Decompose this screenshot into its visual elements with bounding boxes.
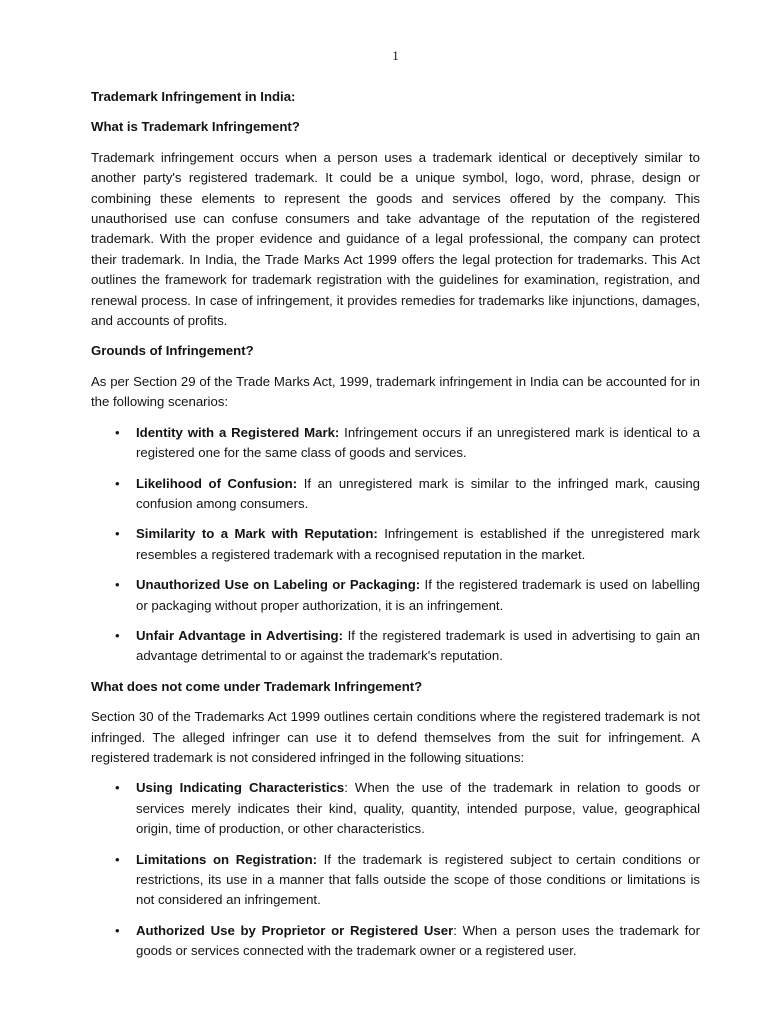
- exceptions-list: [91, 778, 700, 961]
- list-item: [91, 474, 700, 515]
- list-item: [91, 524, 700, 565]
- list-item-text: : When a person uses the trademark for goods or services connected with the trademark owner or a registered user.: [136, 922, 700, 959]
- list-item: [91, 423, 700, 464]
- list-item-term: Similarity to a Mark with Reputation:: [136, 526, 378, 542]
- page-number: 1: [392, 48, 399, 63]
- list-item-term: Using Indicating Characteristics: [136, 780, 345, 796]
- list-item-text: If the trademark is registered subject to certain conditions or restrictions, its use in a manner that falls outside the scope of those conditions or limitations is not considered an infringement.: [136, 851, 700, 908]
- section-heading-grounds: Grounds of Infringement?: [91, 343, 254, 359]
- bullet-icon: •: [115, 475, 120, 491]
- bullet-icon: •: [115, 922, 120, 938]
- section-heading-what-is-infringement: What is Trademark Infringement?: [91, 119, 300, 135]
- bullet-icon: •: [115, 577, 120, 593]
- list-item-text: Infringement is established if the unregistered mark resembles a registered trademark with a recognised reputation in the market.: [136, 526, 700, 562]
- bullet-icon: •: [115, 526, 120, 542]
- bullet-icon: •: [115, 424, 120, 440]
- section-heading-exceptions: What does not come under Trademark Infringement?: [91, 678, 423, 694]
- bullet-icon: •: [115, 780, 120, 796]
- bullet-icon: •: [115, 627, 120, 643]
- document-body: [91, 87, 700, 972]
- list-item-text: Infringement occurs if an unregistered mark is identical to a registered one for the same class of goods and services.: [136, 424, 701, 461]
- list-item-text: If the registered trademark is used on labelling or packaging without proper authorization, it is an infringement.: [136, 577, 701, 613]
- bullet-icon: •: [115, 851, 120, 867]
- grounds-intro-paragraph: As per Section 29 of the Trade Marks Act, 1999, trademark infringement in India can be accounted for in the following scenarios:: [91, 373, 700, 410]
- definition-paragraph: Trademark infringement occurs when a person uses a trademark identical or deceptively similar to another party's registered trademark. It could be a unique symbol, logo, word, phrase, design or combining these elements to represent the goods and services offered by the company. This unauthorised use can confuse consumers and take advantage of the reputation of the registered trademark. With the proper evidence and guidance of a legal professional, the company can protect their trademark. In India, the Trade Marks Act 1999 offers the legal protection for trademarks. This Act outlines the framework for trademark registration with the guidelines for examination, registration, and renewal process. In case of infringement, it provides remedies for trademarks like injunctions, damages, and accounts of profits.: [91, 149, 700, 329]
- list-item-term: Likelihood of Confusion:: [136, 475, 298, 491]
- list-item-text: If the registered trademark is used in advertising to gain an advantage detrimental to or against the trademark's reputation.: [136, 627, 701, 664]
- list-item-term: Authorized Use by Proprietor or Registered User: [136, 922, 454, 938]
- list-item-text: : When the use of the trademark in relation to goods or services merely indicates their kind, quality, quantity, intended purpose, value, geographical origin, time of production, or other characteristics.: [136, 780, 700, 837]
- list-item: [91, 778, 700, 839]
- list-item-term: Unauthorized Use on Labeling or Packaging:: [136, 577, 421, 593]
- list-item-term: Limitations on Registration:: [136, 851, 318, 867]
- list-item-text: If an unregistered mark is similar to the infringed mark, causing confusion among consumers.: [136, 475, 701, 511]
- list-item: [91, 575, 700, 616]
- list-item: [91, 921, 700, 962]
- list-item-term: Unfair Advantage in Advertising:: [136, 627, 343, 643]
- list-item: [91, 850, 700, 911]
- grounds-list: [91, 423, 700, 667]
- list-item-term: Identity with a Registered Mark:: [136, 424, 340, 440]
- exceptions-intro-paragraph: Section 30 of the Trademarks Act 1999 outlines certain conditions where the registered trademark is not infringed. The alleged infringer can use it to defend themselves from the suit for infringement. A registered trademark is not considered infringed in the following situations:: [91, 709, 700, 765]
- document-title: Trademark Infringement in India:: [91, 89, 296, 104]
- list-item: [91, 626, 700, 667]
